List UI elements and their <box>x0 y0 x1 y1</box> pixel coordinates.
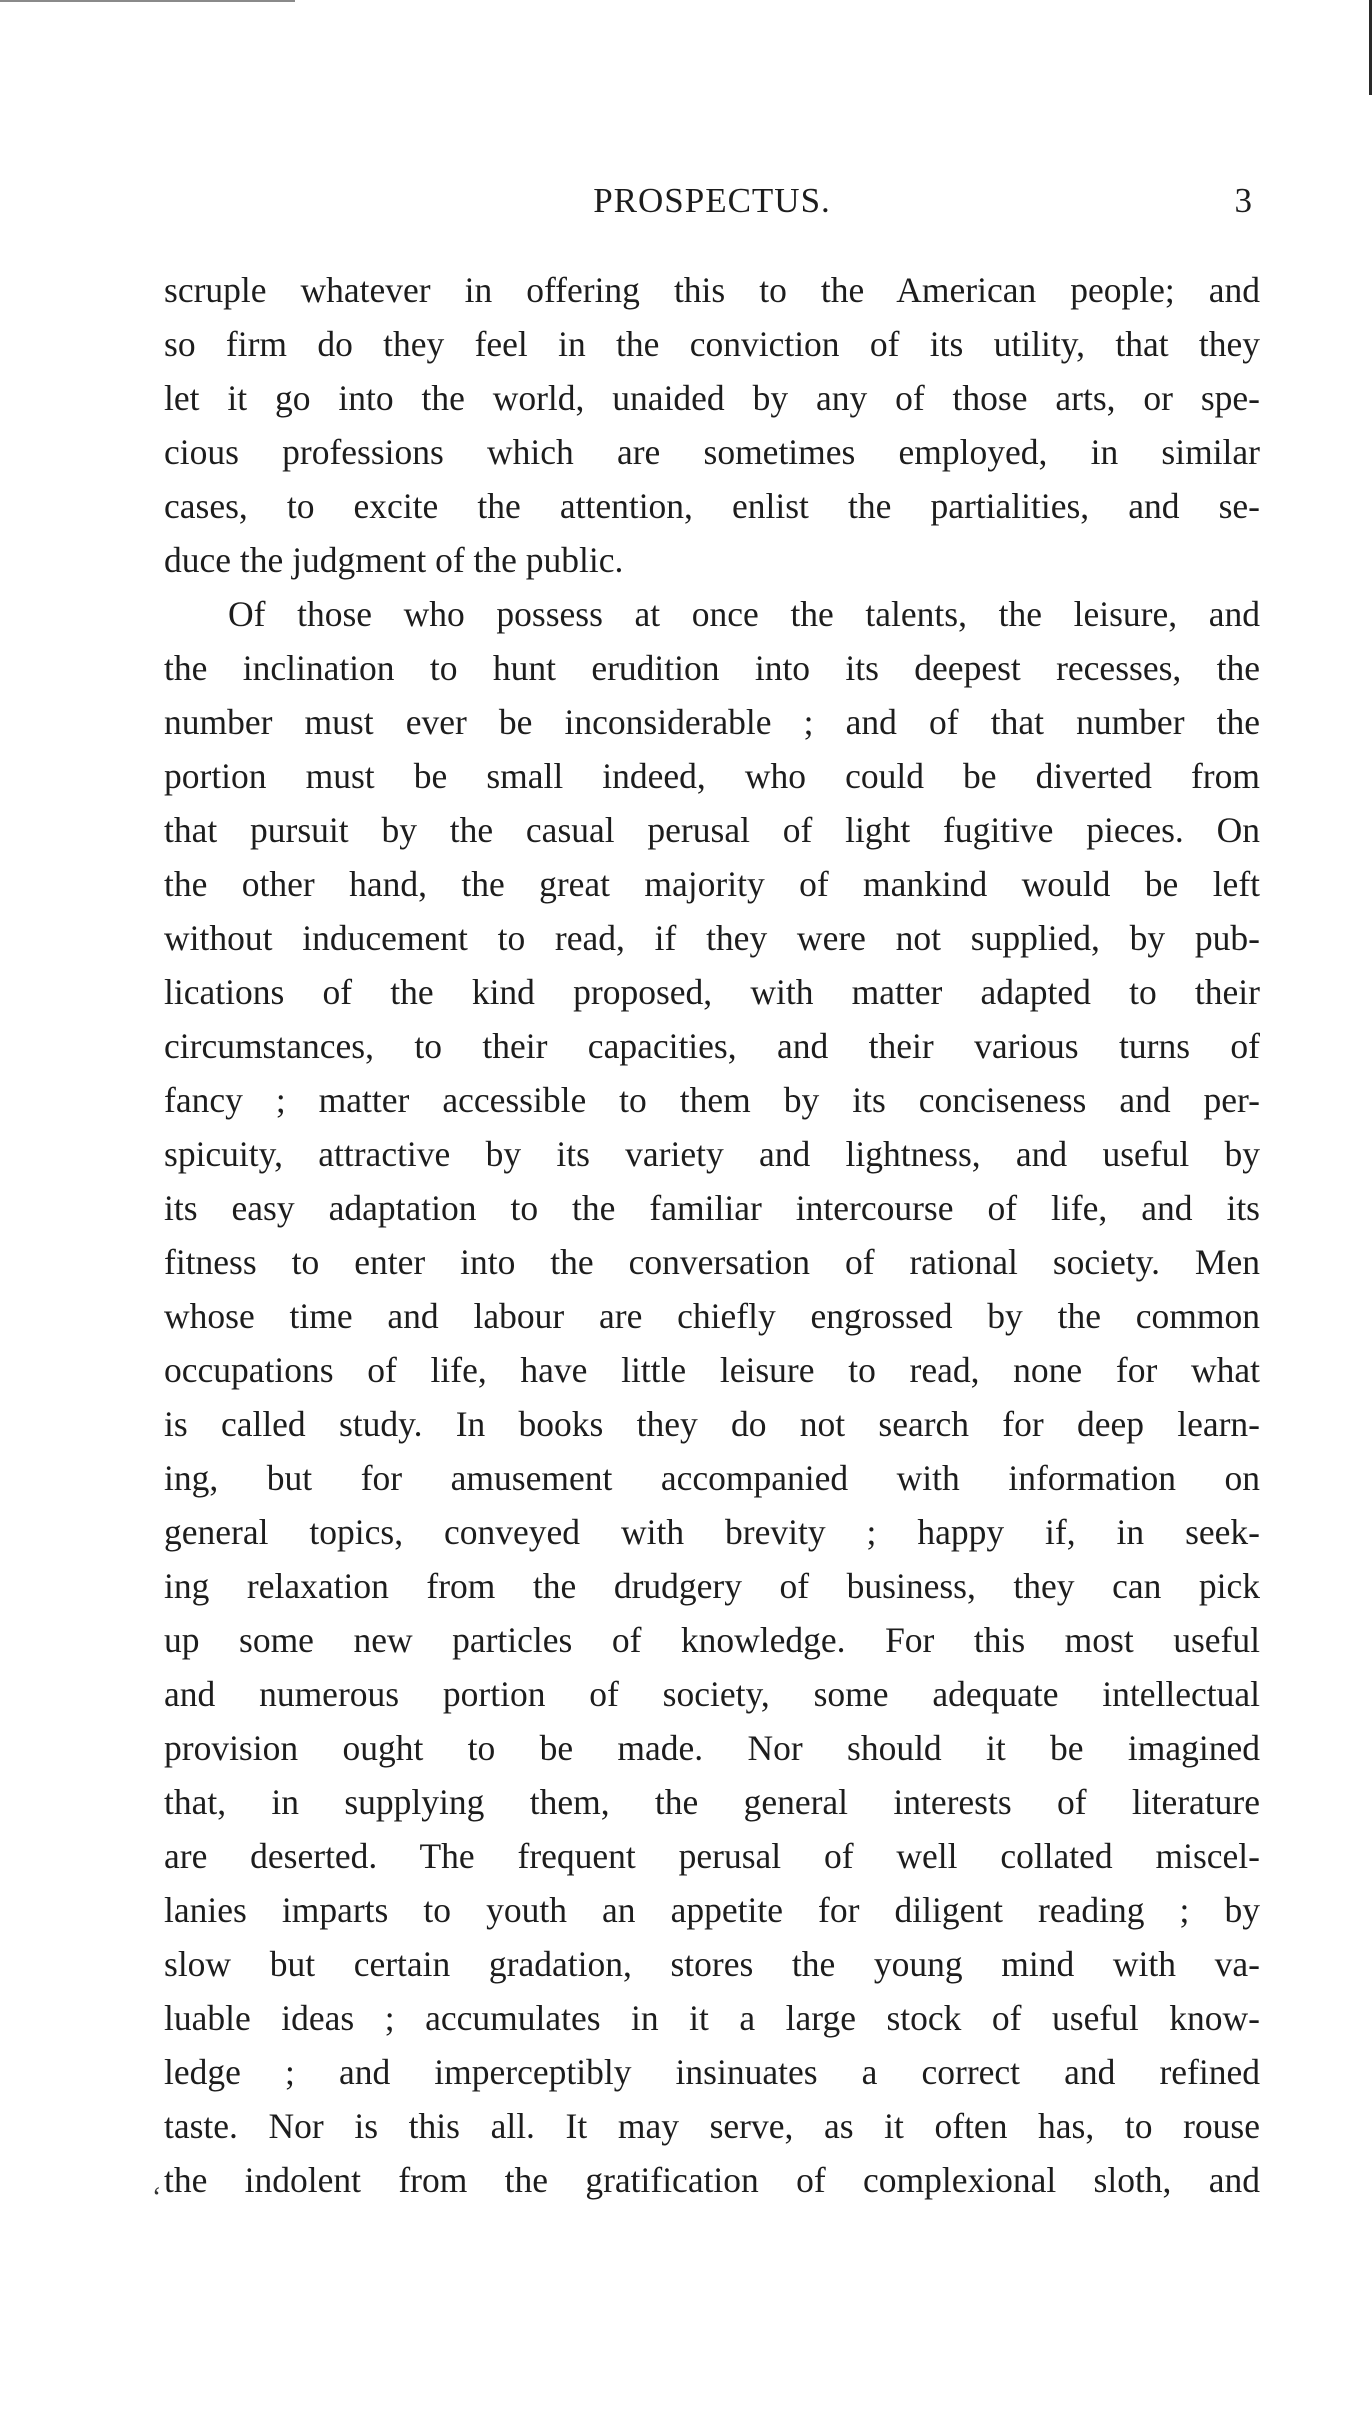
text-line: let it go into the world, unaided by any of those arts, or spe- <box>164 378 1260 418</box>
text-line: fitness to enter into the conversation of rational society. Men <box>164 1242 1260 1282</box>
text-line: number must ever be inconsiderable ; and of that number the <box>164 702 1260 742</box>
running-title: PROSPECTUS. <box>593 181 831 220</box>
text-line: spicuity, attractive by its variety and lightness, and useful by <box>164 1134 1260 1174</box>
text-line: ing relaxation from the drudgery of business, they can pick <box>164 1566 1260 1606</box>
text-line: that, in supplying them, the general interests of literature <box>164 1782 1260 1822</box>
text-line: are deserted. The frequent perusal of well collated miscel- <box>164 1836 1260 1876</box>
text-line: fancy ; matter accessible to them by its conciseness and per- <box>164 1080 1260 1120</box>
text-line: occupations of life, have little leisure to read, none for what <box>164 1350 1260 1390</box>
text-line: the inclination to hunt erudition into its deepest recesses, the <box>164 648 1260 688</box>
text-line: the indolent from the gratification of complexional sloth, and <box>164 2160 1260 2200</box>
text-line: taste. Nor is this all. It may serve, as it often has, to rouse <box>164 2106 1260 2146</box>
text-line: the other hand, the great majority of mankind would be left <box>164 864 1260 904</box>
text-line: general topics, conveyed with brevity ; happy if, in seek- <box>164 1512 1260 1552</box>
running-head <box>164 176 1260 226</box>
stray-ink-mark: ʻ <box>152 2182 162 2213</box>
text-line: lanies imparts to youth an appetite for diligent reading ; by <box>164 1890 1260 1930</box>
text-line: is called study. In books they do not search for deep learn- <box>164 1404 1260 1444</box>
paragraph-1 <box>164 263 1260 587</box>
text-line: whose time and labour are chiefly engrossed by the common <box>164 1296 1260 1336</box>
text-line: so firm do they feel in the conviction of its utility, that they <box>164 324 1260 364</box>
text-line: circumstances, to their capacities, and their various turns of <box>164 1026 1260 1066</box>
text-line: that pursuit by the casual perusal of light fugitive pieces. On <box>164 810 1260 850</box>
text-line: portion must be small indeed, who could be diverted from <box>164 756 1260 796</box>
text-line: ing, but for amusement accompanied with information on <box>164 1458 1260 1498</box>
text-line: cious professions which are sometimes employed, in similar <box>164 432 1260 472</box>
text-line: provision ought to be made. Nor should it be imagined <box>164 1728 1260 1768</box>
text-line: slow but certain gradation, stores the young mind with va- <box>164 1944 1260 1984</box>
text-line: Of those who possess at once the talents, the leisure, and <box>228 594 1260 634</box>
text-line: luable ideas ; accumulates in it a large stock of useful know- <box>164 1998 1260 2038</box>
text-line: up some new particles of knowledge. For this most useful <box>164 1620 1260 1660</box>
paragraph-2 <box>164 587 1260 2207</box>
text-line: ledge ; and imperceptibly insinuates a correct and refined <box>164 2052 1260 2092</box>
text-line: cases, to excite the attention, enlist the partialities, and se- <box>164 486 1260 526</box>
text-line: without inducement to read, if they were not supplied, by pub- <box>164 918 1260 958</box>
text-line: scruple whatever in offering this to the American people; and <box>164 270 1260 310</box>
body-text <box>164 263 1260 2207</box>
text-line: lications of the kind proposed, with matter adapted to their <box>164 972 1260 1012</box>
text-line: and numerous portion of society, some adequate intellectual <box>164 1674 1260 1714</box>
top-rule <box>0 0 295 2</box>
page-number: 3 <box>1234 181 1252 220</box>
text-line: its easy adaptation to the familiar intercourse of life, and its <box>164 1188 1260 1228</box>
text-line: duce the judgment of the public. <box>164 540 624 580</box>
